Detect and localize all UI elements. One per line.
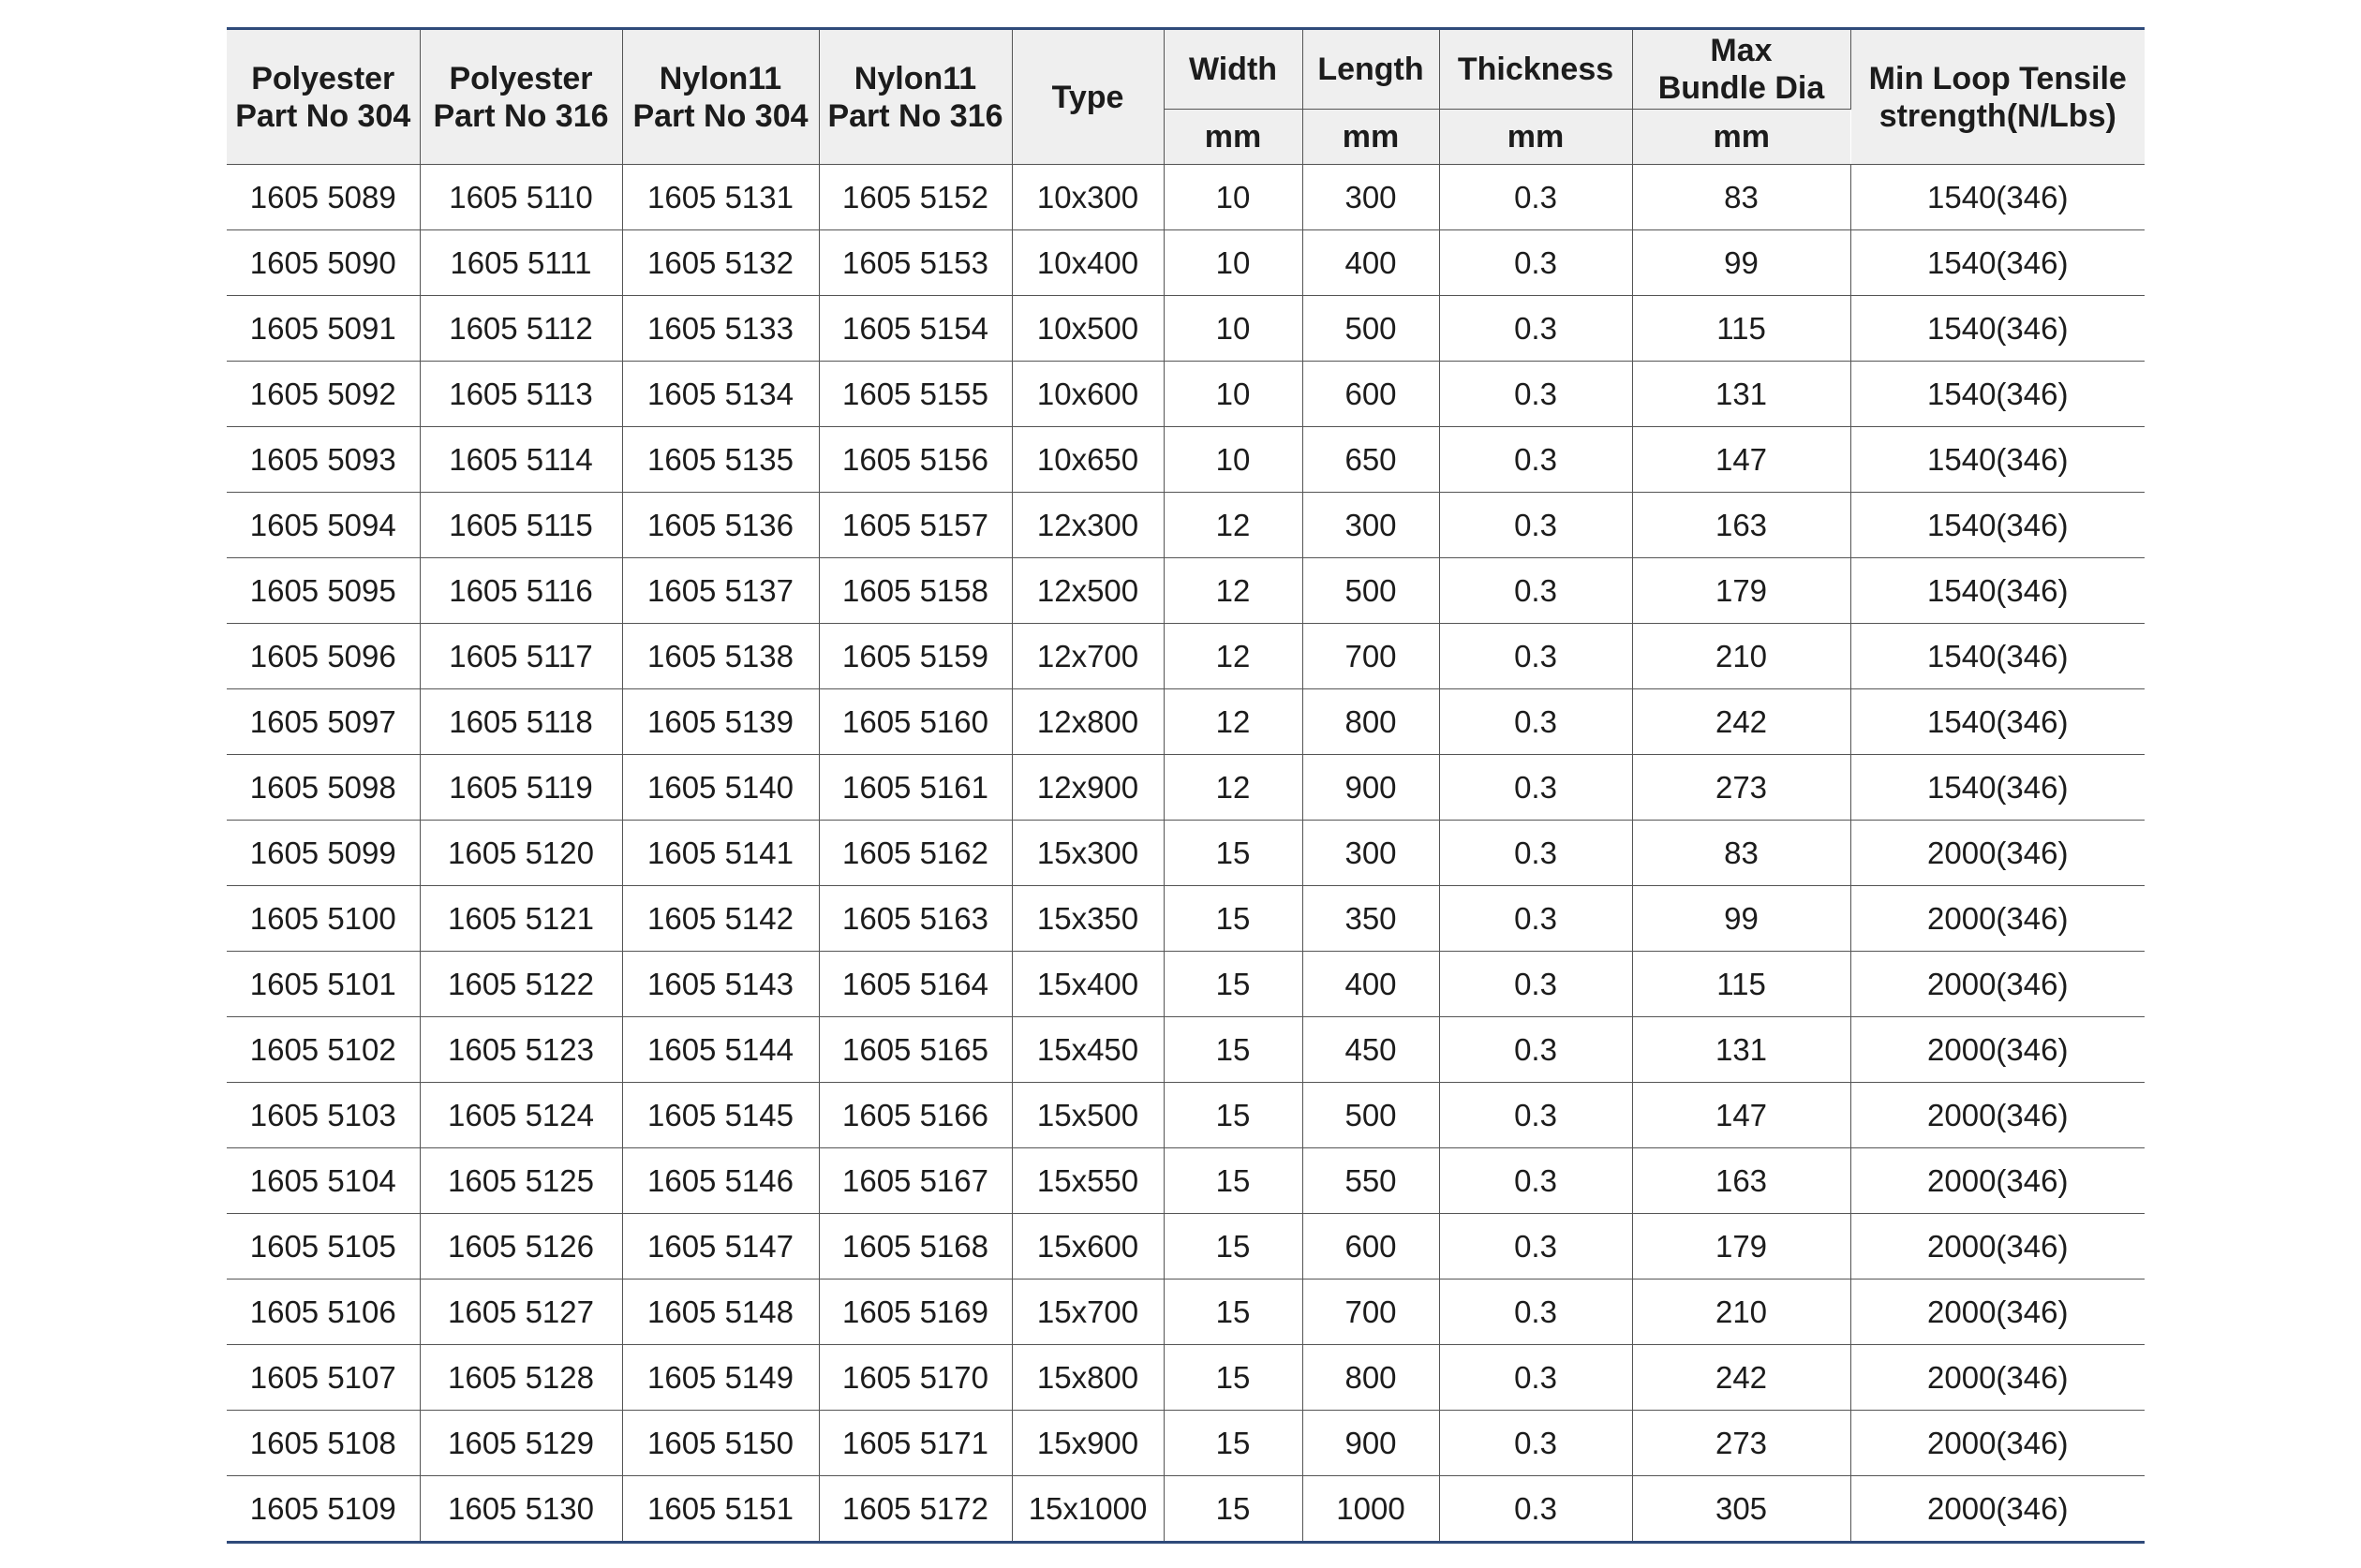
cell-width: 10 (1164, 362, 1302, 427)
cell-polyester-316: 1605 5122 (420, 952, 622, 1017)
cell-polyester-304: 1605 5100 (227, 886, 420, 952)
cell-length: 1000 (1302, 1476, 1439, 1543)
header-line: Nylon11 (854, 60, 977, 96)
cell-nylon11-304: 1605 5139 (622, 689, 819, 755)
cell-width: 15 (1164, 1017, 1302, 1083)
cell-width: 15 (1164, 1476, 1302, 1543)
cell-type: 15x350 (1012, 886, 1164, 952)
cell-thickness: 0.3 (1439, 821, 1632, 886)
cell-polyester-304: 1605 5102 (227, 1017, 420, 1083)
header-nylon11-304 (622, 29, 819, 165)
cell-max-bundle-dia: 163 (1632, 493, 1850, 558)
header-line: Thickness (1457, 52, 1614, 87)
cell-length: 900 (1302, 755, 1439, 821)
cell-type: 12x500 (1012, 558, 1164, 624)
table-row (227, 624, 2145, 689)
cell-nylon11-316: 1605 5166 (819, 1083, 1012, 1148)
cell-polyester-304: 1605 5107 (227, 1345, 420, 1411)
cell-nylon11-316: 1605 5156 (819, 427, 1012, 493)
cell-length: 450 (1302, 1017, 1439, 1083)
header-min-loop-tensile (1850, 29, 2145, 165)
cell-thickness: 0.3 (1439, 1017, 1632, 1083)
cell-max-bundle-dia: 131 (1632, 362, 1850, 427)
header-line: Length (1317, 52, 1424, 87)
cell-nylon11-316: 1605 5158 (819, 558, 1012, 624)
table-row (227, 886, 2145, 952)
table-row (227, 427, 2145, 493)
cell-width: 15 (1164, 1280, 1302, 1345)
cell-min-loop-tensile: 1540(346) (1850, 689, 2145, 755)
header-line: Polyester (251, 60, 395, 96)
cell-width: 15 (1164, 1214, 1302, 1280)
cell-length: 800 (1302, 689, 1439, 755)
cell-nylon11-316: 1605 5161 (819, 755, 1012, 821)
cell-type: 10x650 (1012, 427, 1164, 493)
cell-min-loop-tensile: 1540(346) (1850, 427, 2145, 493)
cell-max-bundle-dia: 83 (1632, 165, 1850, 230)
cell-polyester-304: 1605 5089 (227, 165, 420, 230)
cell-width: 10 (1164, 230, 1302, 296)
cell-polyester-316: 1605 5119 (420, 755, 622, 821)
cell-max-bundle-dia: 115 (1632, 296, 1850, 362)
cell-length: 400 (1302, 230, 1439, 296)
cell-length: 500 (1302, 1083, 1439, 1148)
cell-nylon11-316: 1605 5157 (819, 493, 1012, 558)
cell-max-bundle-dia: 242 (1632, 689, 1850, 755)
cell-max-bundle-dia: 115 (1632, 952, 1850, 1017)
cell-nylon11-316: 1605 5170 (819, 1345, 1012, 1411)
cell-type: 15x300 (1012, 821, 1164, 886)
header-line: strength(N/Lbs) (1878, 97, 2116, 134)
cell-max-bundle-dia: 83 (1632, 821, 1850, 886)
cell-nylon11-304: 1605 5132 (622, 230, 819, 296)
cell-polyester-316: 1605 5130 (420, 1476, 622, 1543)
cell-nylon11-304: 1605 5134 (622, 362, 819, 427)
header-line: Part No 304 (632, 97, 809, 134)
cell-nylon11-316: 1605 5163 (819, 886, 1012, 952)
cell-max-bundle-dia: 179 (1632, 558, 1850, 624)
unit-length: mm (1302, 110, 1439, 165)
cell-max-bundle-dia: 242 (1632, 1345, 1850, 1411)
table-row (227, 952, 2145, 1017)
header-length (1302, 29, 1439, 110)
cell-polyester-316: 1605 5118 (420, 689, 622, 755)
cell-polyester-304: 1605 5093 (227, 427, 420, 493)
cell-polyester-316: 1605 5124 (420, 1083, 622, 1148)
cell-width: 12 (1164, 558, 1302, 624)
cell-nylon11-316: 1605 5165 (819, 1017, 1012, 1083)
cell-thickness: 0.3 (1439, 886, 1632, 952)
cell-polyester-316: 1605 5116 (420, 558, 622, 624)
cell-min-loop-tensile: 2000(346) (1850, 886, 2145, 952)
cell-nylon11-304: 1605 5137 (622, 558, 819, 624)
cell-polyester-304: 1605 5092 (227, 362, 420, 427)
cell-polyester-316: 1605 5127 (420, 1280, 622, 1345)
cell-nylon11-316: 1605 5154 (819, 296, 1012, 362)
cell-thickness: 0.3 (1439, 1280, 1632, 1345)
cell-width: 12 (1164, 689, 1302, 755)
cell-polyester-316: 1605 5126 (420, 1214, 622, 1280)
header-thickness (1439, 29, 1632, 110)
table-row (227, 558, 2145, 624)
cell-nylon11-304: 1605 5136 (622, 493, 819, 558)
cell-type: 12x900 (1012, 755, 1164, 821)
cell-thickness: 0.3 (1439, 1476, 1632, 1543)
cell-type: 15x500 (1012, 1083, 1164, 1148)
cell-nylon11-316: 1605 5153 (819, 230, 1012, 296)
cell-max-bundle-dia: 147 (1632, 427, 1850, 493)
cell-nylon11-304: 1605 5138 (622, 624, 819, 689)
header-width (1164, 29, 1302, 110)
cell-polyester-304: 1605 5090 (227, 230, 420, 296)
cell-width: 15 (1164, 1083, 1302, 1148)
cell-polyester-316: 1605 5128 (420, 1345, 622, 1411)
cell-min-loop-tensile: 2000(346) (1850, 1214, 2145, 1280)
cell-thickness: 0.3 (1439, 1148, 1632, 1214)
cell-nylon11-304: 1605 5144 (622, 1017, 819, 1083)
cell-length: 700 (1302, 624, 1439, 689)
cell-max-bundle-dia: 99 (1632, 230, 1850, 296)
header-line: Type (1051, 79, 1124, 115)
header-line: Part No 316 (433, 97, 609, 134)
table-row (227, 1214, 2145, 1280)
cell-width: 10 (1164, 296, 1302, 362)
cell-min-loop-tensile: 2000(346) (1850, 1148, 2145, 1214)
cell-thickness: 0.3 (1439, 230, 1632, 296)
table-row (227, 1280, 2145, 1345)
cell-type: 10x600 (1012, 362, 1164, 427)
table-row (227, 1017, 2145, 1083)
cell-nylon11-304: 1605 5146 (622, 1148, 819, 1214)
table-row (227, 493, 2145, 558)
cell-type: 15x1000 (1012, 1476, 1164, 1543)
cell-width: 15 (1164, 1411, 1302, 1476)
cell-max-bundle-dia: 305 (1632, 1476, 1850, 1543)
cell-width: 10 (1164, 165, 1302, 230)
cell-min-loop-tensile: 2000(346) (1850, 1083, 2145, 1148)
cell-nylon11-304: 1605 5142 (622, 886, 819, 952)
cell-nylon11-316: 1605 5167 (819, 1148, 1012, 1214)
cell-thickness: 0.3 (1439, 296, 1632, 362)
cell-type: 12x700 (1012, 624, 1164, 689)
cell-polyester-304: 1605 5109 (227, 1476, 420, 1543)
cell-length: 550 (1302, 1148, 1439, 1214)
cell-polyester-316: 1605 5115 (420, 493, 622, 558)
cell-max-bundle-dia: 210 (1632, 1280, 1850, 1345)
cell-length: 300 (1302, 493, 1439, 558)
table-row (227, 1083, 2145, 1148)
cell-max-bundle-dia: 273 (1632, 755, 1850, 821)
cell-nylon11-316: 1605 5159 (819, 624, 1012, 689)
cell-nylon11-316: 1605 5171 (819, 1411, 1012, 1476)
cell-polyester-316: 1605 5111 (420, 230, 622, 296)
cell-max-bundle-dia: 147 (1632, 1083, 1850, 1148)
cell-type: 12x300 (1012, 493, 1164, 558)
cell-min-loop-tensile: 2000(346) (1850, 1017, 2145, 1083)
cell-nylon11-304: 1605 5140 (622, 755, 819, 821)
cell-nylon11-316: 1605 5168 (819, 1214, 1012, 1280)
cell-thickness: 0.3 (1439, 558, 1632, 624)
cell-min-loop-tensile: 2000(346) (1850, 1280, 2145, 1345)
cell-type: 15x700 (1012, 1280, 1164, 1345)
cell-min-loop-tensile: 1540(346) (1850, 558, 2145, 624)
unit-width: mm (1164, 110, 1302, 165)
header-line: Max (1710, 33, 1773, 68)
cell-polyester-316: 1605 5123 (420, 1017, 622, 1083)
cell-nylon11-304: 1605 5135 (622, 427, 819, 493)
header-line: Part No 316 (827, 97, 1003, 134)
header-line: Polyester (449, 60, 593, 96)
cell-thickness: 0.3 (1439, 624, 1632, 689)
cell-polyester-316: 1605 5121 (420, 886, 622, 952)
cell-nylon11-316: 1605 5172 (819, 1476, 1012, 1543)
cell-polyester-304: 1605 5098 (227, 755, 420, 821)
cell-width: 15 (1164, 1345, 1302, 1411)
cell-length: 500 (1302, 558, 1439, 624)
cell-type: 15x800 (1012, 1345, 1164, 1411)
cell-polyester-304: 1605 5091 (227, 296, 420, 362)
cell-thickness: 0.3 (1439, 689, 1632, 755)
header-line: Width (1188, 52, 1278, 87)
cell-nylon11-316: 1605 5162 (819, 821, 1012, 886)
cell-min-loop-tensile: 1540(346) (1850, 755, 2145, 821)
cell-length: 900 (1302, 1411, 1439, 1476)
cell-max-bundle-dia: 131 (1632, 1017, 1850, 1083)
cell-length: 650 (1302, 427, 1439, 493)
cell-nylon11-304: 1605 5148 (622, 1280, 819, 1345)
cell-polyester-304: 1605 5099 (227, 821, 420, 886)
cell-width: 10 (1164, 427, 1302, 493)
table-body (227, 165, 2145, 1543)
header-max-bundle-dia (1632, 29, 1850, 110)
cell-min-loop-tensile: 1540(346) (1850, 624, 2145, 689)
cell-nylon11-304: 1605 5131 (622, 165, 819, 230)
table-row (227, 689, 2145, 755)
cell-thickness: 0.3 (1439, 1345, 1632, 1411)
cell-type: 10x300 (1012, 165, 1164, 230)
cell-thickness: 0.3 (1439, 952, 1632, 1017)
cell-width: 15 (1164, 952, 1302, 1017)
cell-thickness: 0.3 (1439, 755, 1632, 821)
cell-length: 350 (1302, 886, 1439, 952)
cell-polyester-304: 1605 5094 (227, 493, 420, 558)
cell-nylon11-304: 1605 5147 (622, 1214, 819, 1280)
cell-polyester-304: 1605 5101 (227, 952, 420, 1017)
cell-type: 10x400 (1012, 230, 1164, 296)
cell-nylon11-316: 1605 5160 (819, 689, 1012, 755)
cell-max-bundle-dia: 210 (1632, 624, 1850, 689)
cell-polyester-304: 1605 5095 (227, 558, 420, 624)
cell-length: 400 (1302, 952, 1439, 1017)
cell-thickness: 0.3 (1439, 493, 1632, 558)
cell-nylon11-304: 1605 5149 (622, 1345, 819, 1411)
cell-polyester-304: 1605 5097 (227, 689, 420, 755)
cell-type: 15x600 (1012, 1214, 1164, 1280)
cell-polyester-304: 1605 5106 (227, 1280, 420, 1345)
cell-thickness: 0.3 (1439, 1411, 1632, 1476)
cell-max-bundle-dia: 163 (1632, 1148, 1850, 1214)
cell-min-loop-tensile: 2000(346) (1927, 1490, 2069, 1526)
cell-width: 12 (1164, 624, 1302, 689)
cell-length: 700 (1302, 1280, 1439, 1345)
cell-polyester-316: 1605 5125 (420, 1148, 622, 1214)
cell-nylon11-304: 1605 5133 (622, 296, 819, 362)
cell-max-bundle-dia: 273 (1632, 1411, 1850, 1476)
table-row (227, 296, 2145, 362)
cell-min-loop-tensile: 1540(346) (1850, 493, 2145, 558)
header-polyester-316 (420, 29, 622, 165)
cell-max-bundle-dia: 179 (1632, 1214, 1850, 1280)
cell-polyester-316: 1605 5112 (420, 296, 622, 362)
cell-thickness: 0.3 (1439, 165, 1632, 230)
cell-nylon11-304: 1605 5145 (622, 1083, 819, 1148)
header-line: Nylon11 (659, 60, 782, 96)
unit-thickness: mm (1439, 110, 1632, 165)
cell-width: 12 (1164, 493, 1302, 558)
cell-type: 15x550 (1012, 1148, 1164, 1214)
cell-thickness: 0.3 (1439, 1214, 1632, 1280)
cell-min-loop-tensile: 2000(346) (1850, 821, 2145, 886)
cell-min-loop-tensile: 1540(346) (1850, 362, 2145, 427)
cell-polyester-304: 1605 5108 (227, 1411, 420, 1476)
header-row (227, 29, 2145, 110)
cable-tie-spec-table (227, 27, 2145, 1544)
cell-width: 15 (1164, 1148, 1302, 1214)
cell-min-loop-tensile: 1540(346) (1850, 165, 2145, 230)
header-line: Min Loop Tensile (1868, 60, 2127, 96)
cell-min-loop-tensile: 2000(346) (1850, 1345, 2145, 1411)
cell-length: 300 (1302, 821, 1439, 886)
table-row (227, 165, 2145, 230)
cell-width: 12 (1164, 755, 1302, 821)
cell-min-loop-tensile: 2000(346) (1850, 1411, 2145, 1476)
cell-nylon11-304: 1605 5151 (622, 1476, 819, 1543)
header-line: Bundle Dia (1657, 70, 1825, 106)
unit-bundle-dia: mm (1632, 110, 1850, 165)
cell-length: 300 (1302, 165, 1439, 230)
cell-type: 15x400 (1012, 952, 1164, 1017)
cell-thickness: 0.3 (1439, 1083, 1632, 1148)
table-row (227, 362, 2145, 427)
cell-polyester-316: 1605 5110 (420, 165, 622, 230)
cell-min-loop-tensile: 1540(346) (1850, 296, 2145, 362)
header-nylon11-316 (819, 29, 1012, 165)
cell-thickness: 0.3 (1439, 427, 1632, 493)
cell-type: 15x900 (1012, 1411, 1164, 1476)
cell-length: 600 (1302, 362, 1439, 427)
cell-length: 500 (1302, 296, 1439, 362)
table-row (227, 755, 2145, 821)
cell-type: 10x500 (1012, 296, 1164, 362)
cell-polyester-304: 1605 5105 (227, 1214, 420, 1280)
header-polyester-304 (227, 29, 420, 165)
cell-max-bundle-dia: 99 (1632, 886, 1850, 952)
cell-length: 600 (1302, 1214, 1439, 1280)
table-row (227, 1411, 2145, 1476)
cell-length: 800 (1302, 1345, 1439, 1411)
table-row (227, 1148, 2145, 1214)
cell-polyester-316: 1605 5114 (420, 427, 622, 493)
cell-nylon11-304: 1605 5141 (622, 821, 819, 886)
cell-nylon11-304: 1605 5150 (622, 1411, 819, 1476)
cell-type: 15x450 (1012, 1017, 1164, 1083)
cell-nylon11-316: 1605 5164 (819, 952, 1012, 1017)
cell-width: 15 (1164, 821, 1302, 886)
header-type (1012, 29, 1164, 165)
cell-polyester-304: 1605 5104 (227, 1148, 420, 1214)
table-row (227, 821, 2145, 886)
cell-polyester-316: 1605 5113 (420, 362, 622, 427)
cell-polyester-316: 1605 5117 (420, 624, 622, 689)
cell-polyester-316: 1605 5129 (420, 1411, 622, 1476)
header-line: Part No 304 (235, 97, 411, 134)
table-row (227, 230, 2145, 296)
cell-nylon11-316: 1605 5152 (819, 165, 1012, 230)
cell-min-loop-tensile: 2000(346) (1850, 952, 2145, 1017)
cell-nylon11-316: 1605 5155 (819, 362, 1012, 427)
cell-nylon11-316: 1605 5169 (819, 1280, 1012, 1345)
cell-polyester-304: 1605 5103 (227, 1083, 420, 1148)
table-row (227, 1476, 2145, 1543)
table-row (227, 1345, 2145, 1411)
cell-thickness: 0.3 (1439, 362, 1632, 427)
cell-polyester-316: 1605 5120 (420, 821, 622, 886)
cell-type: 12x800 (1012, 689, 1164, 755)
cell-width: 15 (1164, 886, 1302, 952)
cell-polyester-304: 1605 5096 (227, 624, 420, 689)
cell-min-loop-tensile: 1540(346) (1850, 230, 2145, 296)
cell-nylon11-304: 1605 5143 (622, 952, 819, 1017)
